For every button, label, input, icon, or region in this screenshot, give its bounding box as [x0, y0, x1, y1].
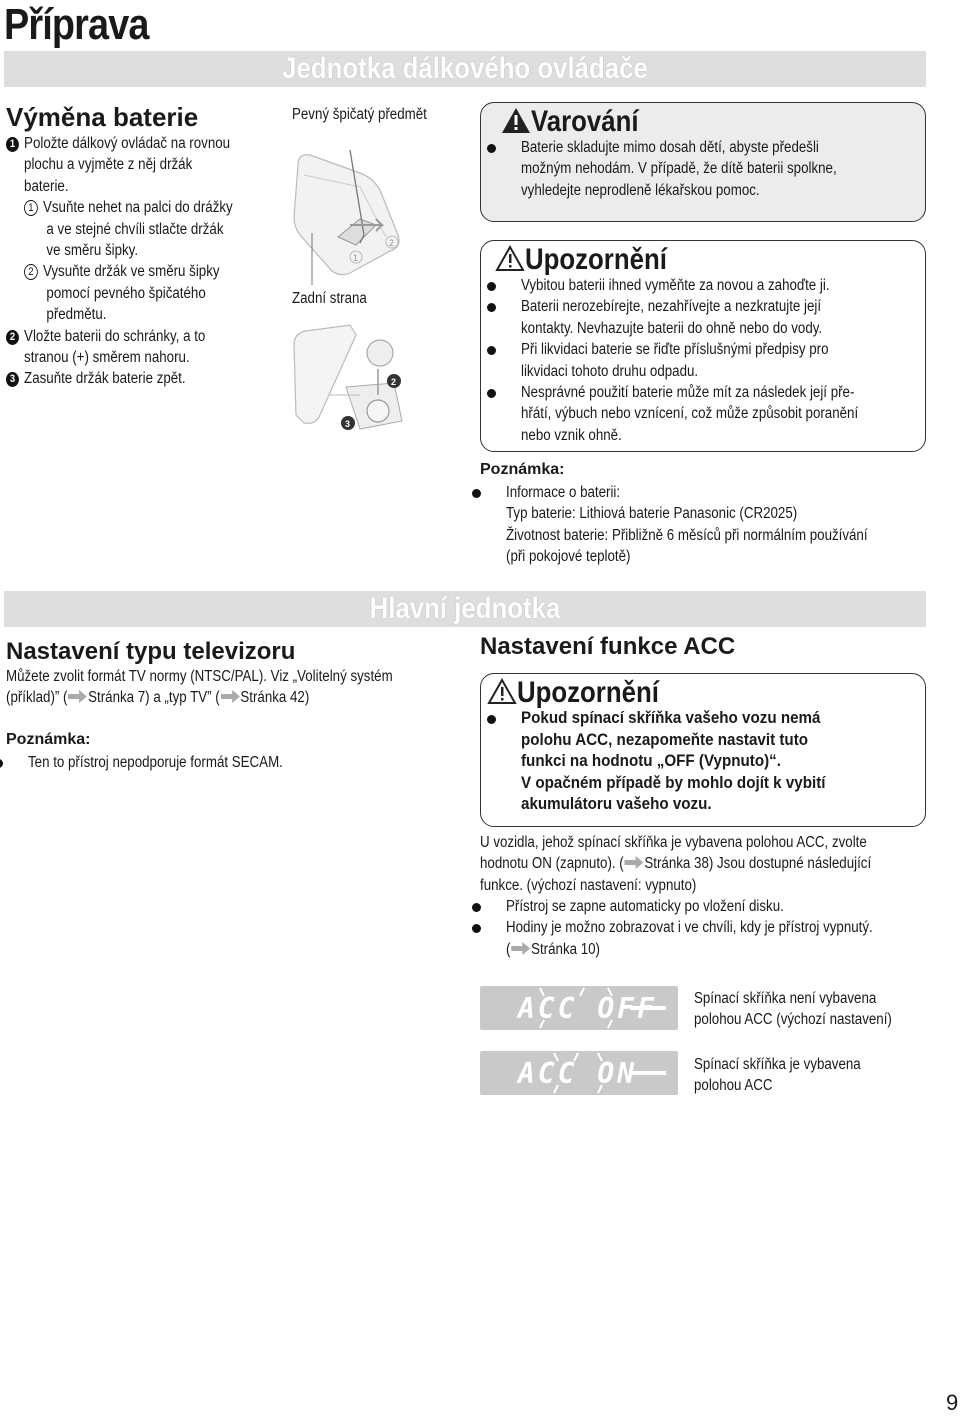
lcd-text-off: ACC OFF — [518, 992, 658, 1025]
tv-note-item: Ten to přístroj nepodporuje formát SECAM. — [0, 752, 428, 773]
acc-off-description: Spínací skříňka není vybavena polohou ACC (výchozí nastavení) — [694, 990, 892, 1029]
battery-note-heading: Poznámka: — [480, 461, 565, 478]
warning-box — [480, 102, 926, 222]
lcd-display-acc-off — [480, 986, 678, 1030]
tv-description: Můžete zvolit formát TV normy (NTSC/PAL). Viz „Volitelný systém (příklad)” ( Stránka 7) a „typ TV” ( Stránka 42) — [6, 668, 393, 707]
caution-box-acc — [480, 673, 926, 827]
substep-2-number: 2 — [24, 264, 38, 280]
step-1: 1 Položte dálkový ovládač na rovnou plochu a vyjměte z něj držák baterie. 1 Vsuňte nehet na palci do drážky a ve stejné chvíli stlačte držák ve směru šipky. 2 Vysuňte držák ve směru šipky pomocí pevného špičatého předmětu. 2 Vložte baterii do schránky, a to stranou (+) směrem nahoru. 3 Zasuňte držák baterie zpět. — [6, 133, 233, 390]
lcd-text-on: ACC ON — [518, 1057, 638, 1090]
caution-item: Nesprávné použití baterie může mít za následek její pře- hřátí, výbuch nebo vznícení, což může způsobit poranění nebo vznik ohně. — [481, 382, 911, 446]
page-ref-arrow-icon — [625, 856, 644, 869]
illustration-callout-1: 1 — [353, 253, 359, 263]
tv-note-heading: Poznámka: — [6, 731, 91, 748]
tv-note-list — [0, 752, 428, 773]
acc-heading: Nastavení funkce ACC — [480, 633, 736, 660]
illustration-callout-2: 2 — [389, 238, 395, 248]
section-band-main-unit — [4, 591, 926, 627]
acc-on-description: Spínací skříňka je vybavena polohou ACC — [694, 1056, 861, 1095]
page-number: 9 — [946, 1390, 959, 1415]
acc-feature-item: Přístroj se zapne automaticky po vložení disku. — [466, 896, 936, 917]
acc-caution-list — [481, 708, 921, 816]
tv-heading: Nastavení typu televizoru — [6, 638, 296, 665]
battery-steps — [6, 133, 276, 390]
remote-battery-illustration — [290, 125, 450, 450]
warning-list — [481, 137, 911, 201]
step-1-number: 1 — [6, 137, 19, 152]
acc-feature-item: Hodiny je možno zobrazovat i ve chvíli, kdy je přístroj vypnutý. ( Stránka 10) — [466, 917, 936, 960]
caution-box-battery — [480, 240, 926, 452]
page-ref-arrow-icon — [68, 690, 87, 703]
page-title: Příprava — [4, 0, 149, 49]
battery-note-list — [466, 482, 926, 568]
acc-description: U vozidla, jehož spínací skříňka je vybavena polohou ACC, zvolte hodnotu ON (zapnuto). ( Stránka 38) Jsou dostupné následující funkce. (výchozí nastavení: vypnuto) — [480, 834, 872, 894]
section-band-remote — [4, 51, 926, 87]
section-band-remote-title: Jednotka dálkového ovládače — [282, 52, 648, 85]
caution-item: Vybitou baterii ihned vyměňte za novou a zahoďte ji. — [481, 275, 911, 296]
warning-title: Varování — [501, 105, 656, 139]
page-ref-arrow-icon — [221, 690, 240, 703]
caution-title: Upozornění — [495, 243, 690, 277]
caution-item: Při likvidaci baterie se řiďte příslušnými předpisy pro likvidaci tohoto druhu odpadu. — [481, 339, 911, 382]
acc-caution-title: Upozornění — [487, 676, 682, 710]
illustration-callout-2b: 2 — [391, 377, 397, 387]
label-sharp-object: Pevný špičatý předmět — [292, 106, 427, 123]
section-band-main-title: Hlavní jednotka — [369, 592, 561, 625]
illustration-callout-3: 3 — [345, 419, 351, 429]
step-2-number: 2 — [6, 330, 19, 345]
step-3-number: 3 — [6, 372, 19, 387]
acc-feature-list — [466, 896, 936, 960]
page-ref-arrow-icon — [511, 942, 530, 955]
warning-icon — [501, 107, 531, 134]
battery-note-item: Informace o baterii: Typ baterie: Lithiová baterie Panasonic (CR2025) Životnost baterie: Přibližně 6 měsíců při normálním používání (při pokojové teplotě) — [466, 482, 926, 568]
lcd-display-acc-on — [480, 1051, 678, 1095]
caution-icon — [487, 678, 517, 705]
caution-item: Baterii nerozebírejte, nezahřívejte a nezkratujte její kontakty. Nevhazujte baterii do ohně nebo do vody. — [481, 296, 911, 339]
label-back-side: Zadní strana — [292, 290, 367, 307]
caution-list — [481, 275, 911, 446]
warning-item: Baterie skladujte mimo dosah dětí, abyste předešli možným nehodám. V případě, že dítě baterii spolkne, vyhledejte neprodleně lékařskou pomoc. — [481, 137, 911, 201]
caution-icon — [495, 245, 525, 272]
battery-heading: Výměna baterie — [6, 102, 199, 132]
substep-1-number: 1 — [24, 200, 38, 216]
acc-caution-item: Pokud spínací skříňka vašeho vozu nemá polohu ACC, nezapomeňte nastavit tuto funkci na hodnotu „OFF (Vypnuto)“. V opačném případě by mohlo dojít k vybití akumulátoru vašeho vozu. — [481, 708, 921, 816]
